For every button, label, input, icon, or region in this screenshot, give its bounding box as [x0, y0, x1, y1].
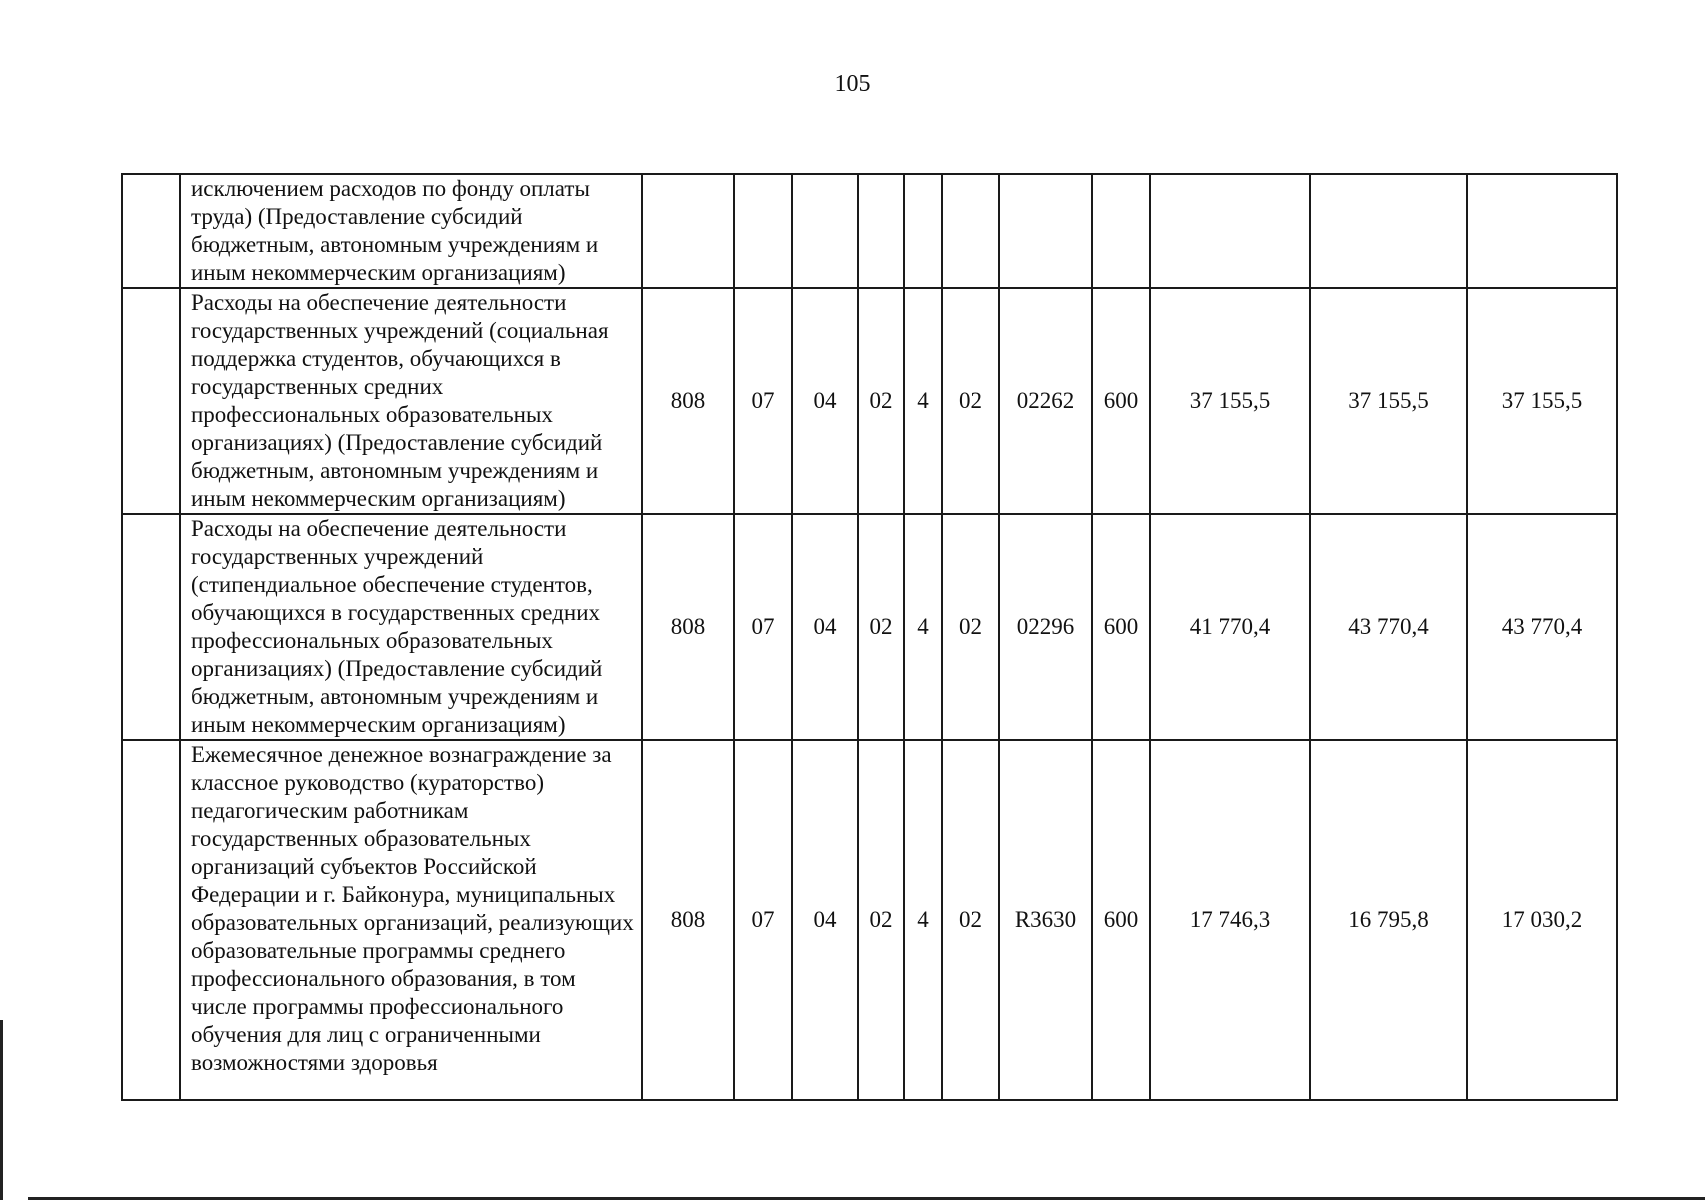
section-code-cell: 07: [734, 740, 792, 1100]
ministry-code-cell: 808: [642, 740, 734, 1100]
expense-type-cell: 600: [1092, 514, 1150, 740]
section-code-cell: 07: [734, 514, 792, 740]
description-cell: Расходы на обеспечение деятельности государственных учреждений (стипендиальное обеспечение студентов, обучающихся в государственных средних профессиональных образовательных организациях) (Предоставление субсидий бюджетным, автономным учреждениям и иным некоммерческим организациям): [180, 514, 642, 740]
program-type-cell: 4: [904, 288, 942, 514]
direction-code-cell: R3630: [999, 740, 1092, 1100]
page-number: 105: [834, 71, 871, 97]
expense-type-cell: 600: [1092, 288, 1150, 514]
program-code-cell: 02: [858, 288, 904, 514]
program-code-cell: 02: [858, 740, 904, 1100]
amount-year2-cell: 16 795,8: [1310, 740, 1467, 1100]
scan-edge-left: [0, 1020, 3, 1200]
subsection-code-cell: 04: [792, 288, 858, 514]
table-row: [122, 174, 1617, 288]
row-index-cell: [122, 514, 180, 740]
ministry-code-cell: 808: [642, 514, 734, 740]
subprogram-code-cell: [942, 174, 999, 288]
subsection-code-cell: 04: [792, 740, 858, 1100]
expense-type-cell: 600: [1092, 740, 1150, 1100]
description-cell: исключением расходов по фонду оплаты труда) (Предоставление субсидий бюджетным, автономным учреждениям и иным некоммерческим организациям): [180, 174, 642, 288]
subprogram-code-cell: 02: [942, 740, 999, 1100]
row-index-cell: [122, 174, 180, 288]
table-row: [122, 740, 1617, 1100]
amount-year1-cell: 41 770,4: [1150, 514, 1310, 740]
program-code-cell: [858, 174, 904, 288]
subsection-code-cell: [792, 174, 858, 288]
direction-code-cell: 02262: [999, 288, 1092, 514]
amount-year1-cell: 37 155,5: [1150, 288, 1310, 514]
program-type-cell: 4: [904, 740, 942, 1100]
amount-year1-cell: 17 746,3: [1150, 740, 1310, 1100]
amount-year2-cell: 43 770,4: [1310, 514, 1467, 740]
row-index-cell: [122, 288, 180, 514]
amount-year3-cell: 37 155,5: [1467, 288, 1617, 514]
direction-code-cell: [999, 174, 1092, 288]
table-row: [122, 514, 1617, 740]
row-index-cell: [122, 740, 180, 1100]
subsection-code-cell: 04: [792, 514, 858, 740]
program-code-cell: 02: [858, 514, 904, 740]
amount-year3-cell: 43 770,4: [1467, 514, 1617, 740]
subprogram-code-cell: 02: [942, 288, 999, 514]
program-type-cell: [904, 174, 942, 288]
amount-year1-cell: [1150, 174, 1310, 288]
section-code-cell: [734, 174, 792, 288]
amount-year3-cell: [1467, 174, 1617, 288]
expense-type-cell: [1092, 174, 1150, 288]
description-cell: Расходы на обеспечение деятельности государственных учреждений (социальная поддержка студентов, обучающихся в государственных средних профессиональных образовательных организациях) (Предоставление субсидий бюджетным, автономным учреждениям и иным некоммерческим организациям): [180, 288, 642, 514]
program-type-cell: 4: [904, 514, 942, 740]
ministry-code-cell: 808: [642, 288, 734, 514]
description-cell: Ежемесячное денежное вознаграждение за классное руководство (кураторство) педагогическим работникам государственных образовательных организаций субъектов Российской Федерации и г. Байконура, муниципальных образовательных организаций, реализующих образовательные программы среднего профессионального образования, в том числе программы профессионального обучения для лиц с ограниченными возможностями здоровья: [180, 740, 642, 1100]
amount-year2-cell: [1310, 174, 1467, 288]
direction-code-cell: 02296: [999, 514, 1092, 740]
subprogram-code-cell: 02: [942, 514, 999, 740]
table-row: [122, 288, 1617, 514]
budget-table: [121, 173, 1618, 1101]
amount-year3-cell: 17 030,2: [1467, 740, 1617, 1100]
section-code-cell: 07: [734, 288, 792, 514]
amount-year2-cell: 37 155,5: [1310, 288, 1467, 514]
ministry-code-cell: [642, 174, 734, 288]
